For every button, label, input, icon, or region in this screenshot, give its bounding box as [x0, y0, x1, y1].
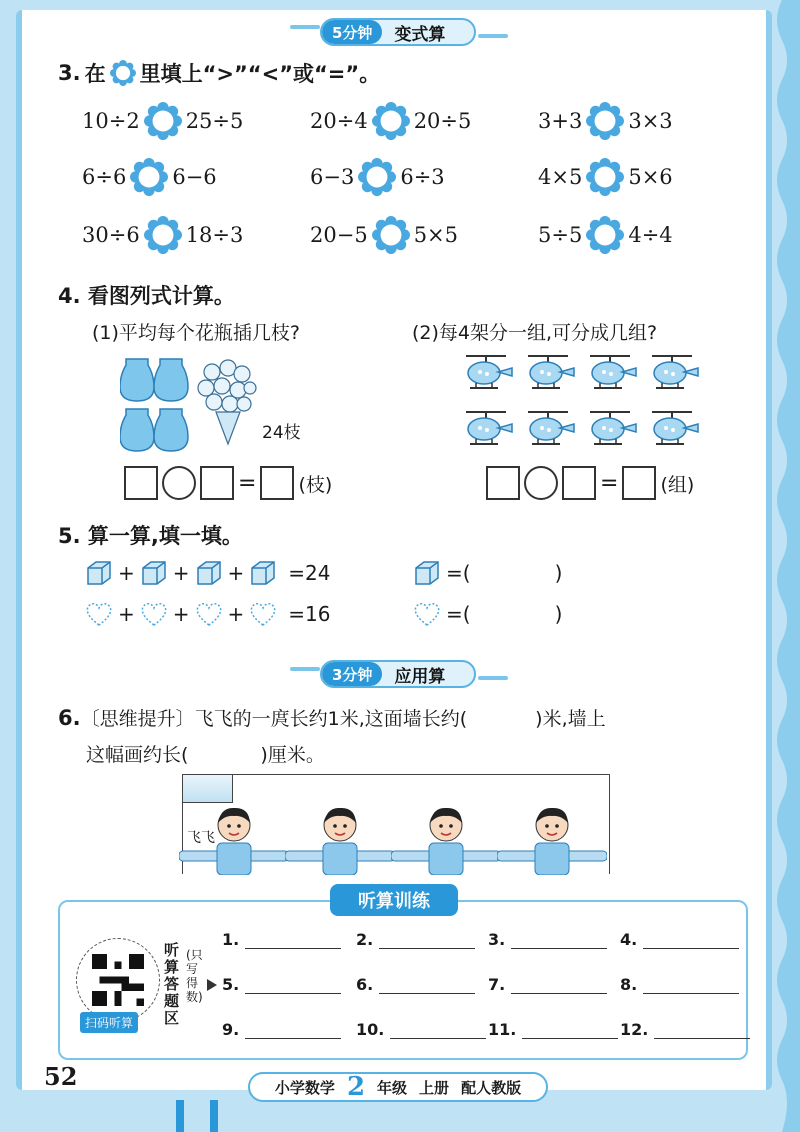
q4-part2-title: (2)每4架分一组,可分成几组?: [412, 322, 658, 344]
right-expr: 4÷4: [628, 223, 673, 247]
answer-slot: [222, 930, 341, 949]
cube-icon: [194, 558, 224, 588]
listening-header: 听算训练: [330, 884, 458, 916]
helicopter-icon: [646, 352, 702, 398]
answer-slot: [488, 975, 607, 994]
answer-number: 3.: [488, 930, 506, 949]
plus-sign: +: [172, 561, 190, 585]
answer-number: 8.: [620, 975, 638, 994]
answer-line[interactable]: [390, 1023, 486, 1039]
answer-area-note: (只写得数): [186, 948, 203, 1004]
footer-edition: 配人教版: [461, 1078, 522, 1097]
q3-text-post: 里填上“>”“<”或“=”。: [139, 62, 381, 86]
footer-book-info: [248, 1072, 548, 1102]
section-label: 变式算: [394, 24, 446, 45]
answer-slot: [620, 975, 739, 994]
answer-number: 9.: [222, 1020, 240, 1039]
plus-sign: +: [227, 561, 245, 585]
footer-grade-number: 2: [346, 1072, 366, 1102]
answer-box[interactable]: [562, 466, 596, 500]
answer-slot: [356, 930, 475, 949]
q6-text2: 这幅画约长(: [86, 744, 189, 766]
flower-icon[interactable]: [372, 102, 410, 140]
sum-result: =24: [288, 561, 331, 585]
page-number: 52: [44, 1062, 78, 1091]
q6-tag: 〔思维提升〕: [80, 708, 195, 730]
answer-number: 2.: [356, 930, 374, 949]
q6-text1: 飞飞的一庹长约1米,这面墙长约(: [194, 708, 468, 730]
right-expr: 6÷3: [400, 165, 445, 189]
answer-open: =(: [446, 561, 471, 585]
answer-box[interactable]: [260, 466, 294, 500]
painting: [183, 775, 233, 803]
cube-icon: [84, 558, 114, 588]
play-arrow-icon: [206, 978, 218, 992]
child-figure: [391, 803, 501, 879]
left-expr: 10÷2: [82, 109, 140, 133]
answer-line[interactable]: [654, 1023, 750, 1039]
flower-icon[interactable]: [372, 216, 410, 254]
q6-text1b: )米,墙上: [535, 708, 606, 730]
compare-item: [310, 216, 458, 254]
cube-icon: [139, 558, 169, 588]
answer-box[interactable]: [622, 466, 656, 500]
answer-number: 10.: [356, 1020, 385, 1039]
helicopter-icon: [522, 408, 578, 454]
q6-line2: [86, 740, 325, 767]
unit-label: (组): [660, 473, 695, 496]
answer-box[interactable]: [124, 466, 158, 500]
feifei-label: 飞飞: [187, 830, 215, 846]
cube-icon: [248, 558, 278, 588]
answer-box[interactable]: [200, 466, 234, 500]
q5-cube-answer: [412, 558, 562, 588]
answer-number: 11.: [488, 1020, 517, 1039]
left-expr: 30÷6: [82, 223, 140, 247]
wall-illustration: [182, 774, 610, 874]
plus-sign: +: [118, 602, 135, 626]
plus-sign: +: [118, 561, 135, 585]
section-minutes: 5分钟: [322, 20, 382, 44]
compare-item: [82, 216, 243, 254]
q3-text-pre: 在: [84, 62, 106, 86]
right-expr: 5×5: [413, 223, 459, 247]
helicopter-icon: [646, 408, 702, 454]
flower-icon: [110, 60, 136, 86]
flower-icon[interactable]: [130, 158, 168, 196]
compare-item: [310, 158, 445, 196]
pill-deco-right: [478, 34, 508, 38]
scan-label: 扫码听算: [80, 1012, 138, 1033]
answer-close: ): [554, 561, 563, 585]
flower-icon[interactable]: [358, 158, 396, 196]
answer-slot: [488, 1020, 618, 1039]
answer-number: 12.: [620, 1020, 649, 1039]
left-expr: 4×5: [538, 165, 583, 189]
compare-item: [82, 102, 243, 140]
answer-area-label: 听算答题区: [164, 941, 180, 1027]
answer-slot: [222, 1020, 341, 1039]
answer-number: 4.: [620, 930, 638, 949]
right-expr: 5×6: [628, 165, 673, 189]
flower-icon[interactable]: [144, 216, 182, 254]
q5-heart-answer: [412, 600, 562, 628]
helicopter-icon: [584, 352, 640, 398]
q6-text2b: )厘米。: [260, 744, 325, 766]
answer-slot: [356, 975, 475, 994]
sum-result: =16: [288, 602, 331, 626]
answer-slot: [620, 930, 739, 949]
footer-grade: 年级: [377, 1078, 408, 1097]
q4-part1-title: (1)平均每个花瓶插几枝?: [92, 322, 300, 344]
qr-frame: [76, 938, 160, 1022]
compare-item: [538, 102, 673, 140]
answer-line[interactable]: [379, 978, 475, 994]
answer-line[interactable]: [511, 978, 607, 994]
q4-title: 4. 看图列式计算。: [58, 284, 235, 308]
flower-icon[interactable]: [586, 102, 624, 140]
answer-line[interactable]: [245, 933, 341, 949]
vases-image: [120, 355, 190, 455]
answer-line[interactable]: [245, 1023, 341, 1039]
right-expr: 18÷3: [185, 223, 244, 247]
right-expr: 25÷5: [185, 109, 244, 133]
flower-icon[interactable]: [586, 158, 624, 196]
left-expr: 6−3: [310, 165, 355, 189]
answer-number: 7.: [488, 975, 506, 994]
answer-number: 5.: [222, 975, 240, 994]
answer-slot: [488, 930, 607, 949]
footer-tab: [176, 1100, 184, 1132]
q5-heart-equation: [84, 600, 331, 628]
footer-volume: 上册: [419, 1078, 450, 1097]
q6-line1: [58, 704, 606, 731]
compare-item: [538, 158, 673, 196]
q5-title: 5. 算一算,填一填。: [58, 524, 243, 548]
right-expr: 6−6: [172, 165, 217, 189]
left-expr: 6÷6: [82, 165, 127, 189]
q4-part1-equation: [124, 466, 332, 500]
helicopter-icon: [460, 352, 516, 398]
bouquet-image: [196, 358, 258, 450]
q3-title: [58, 58, 380, 88]
flower-count: 24枝: [262, 423, 301, 443]
left-expr: 20−5: [310, 223, 368, 247]
q6-number: 6.: [58, 705, 81, 730]
qr-code-icon[interactable]: [92, 954, 144, 1006]
flower-icon[interactable]: [144, 102, 182, 140]
unit-label: (枝): [298, 473, 333, 496]
left-expr: 5÷5: [538, 223, 583, 247]
helicopter-icon: [460, 408, 516, 454]
compare-item: [310, 102, 471, 140]
q5-cube-equation: [84, 558, 331, 588]
footer-tab: [210, 1100, 218, 1132]
answer-open: =(: [446, 602, 471, 626]
answer-close: ): [554, 602, 563, 626]
child-figure: [497, 803, 607, 879]
heart-icon: [412, 600, 442, 628]
operator-circle[interactable]: [162, 466, 196, 500]
answer-box[interactable]: [486, 466, 520, 500]
left-expr: 3+3: [538, 109, 583, 133]
pill-deco-left: [290, 667, 320, 671]
pill-deco-left: [290, 25, 320, 29]
heart-icon: [248, 600, 278, 628]
pill-deco-right: [478, 676, 508, 680]
plus-sign: +: [172, 602, 190, 626]
compare-item: [538, 216, 673, 254]
section-minutes: 3分钟: [322, 662, 382, 686]
section-pill-bianshisuan: [320, 18, 476, 46]
heart-icon: [139, 600, 169, 628]
flower-icon[interactable]: [586, 216, 624, 254]
answer-line[interactable]: [643, 978, 739, 994]
answer-line[interactable]: [643, 933, 739, 949]
plus-sign: +: [227, 602, 245, 626]
equals-sign: =: [238, 470, 257, 496]
section-pill-yingyongsuan: [320, 660, 476, 688]
answer-line[interactable]: [522, 1023, 618, 1039]
footer-subject: 小学数学: [274, 1078, 335, 1097]
answer-slot: [356, 1020, 486, 1039]
helicopter-icon: [584, 408, 640, 454]
section-label: 应用算: [394, 666, 446, 687]
child-figure: [285, 803, 395, 879]
right-expr: 20÷5: [413, 109, 472, 133]
answer-slot: [620, 1020, 750, 1039]
q3-number: 3.: [58, 61, 81, 85]
heart-icon: [194, 600, 224, 628]
answer-number: 1.: [222, 930, 240, 949]
equals-sign: =: [600, 470, 619, 496]
child-figure: [179, 803, 289, 879]
helicopter-icon: [522, 352, 578, 398]
compare-item: [82, 158, 217, 196]
answer-line[interactable]: [379, 933, 475, 949]
answer-line[interactable]: [511, 933, 607, 949]
wave-border-right: [770, 0, 800, 1132]
heart-icon: [84, 600, 114, 628]
left-expr: 20÷4: [310, 109, 368, 133]
q4-part2-equation: [486, 466, 694, 500]
cube-icon: [412, 558, 442, 588]
answer-slot: [222, 975, 341, 994]
operator-circle[interactable]: [524, 466, 558, 500]
answer-line[interactable]: [245, 978, 341, 994]
right-expr: 3×3: [628, 109, 673, 133]
answer-number: 6.: [356, 975, 374, 994]
